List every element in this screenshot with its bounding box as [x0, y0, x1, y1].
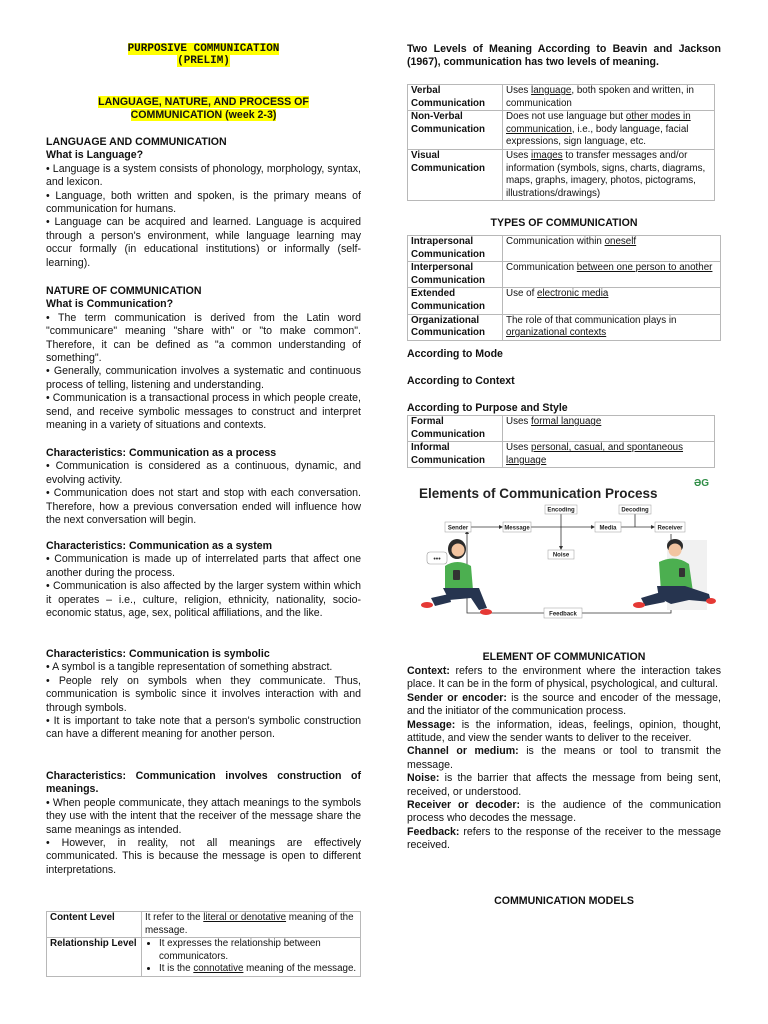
element-term: Context:	[407, 665, 450, 677]
cell-text: Uses	[506, 442, 532, 454]
communication-process-diagram	[409, 474, 721, 626]
style-table	[407, 415, 715, 468]
speech-dots: •••	[433, 556, 441, 563]
interpersonal-label: Interpersonal Communication	[408, 262, 503, 288]
symbolic-heading: Characteristics: Communication is symbolic	[46, 648, 270, 660]
element-item	[407, 719, 721, 746]
table-row	[408, 442, 715, 468]
face	[452, 544, 465, 557]
cell-text: It is the	[159, 963, 194, 975]
element-desc: is the barrier that affects the message from being sent, received, or understood.	[407, 772, 721, 798]
element-heading: ELEMENT OF COMMUNICATION	[482, 651, 646, 663]
meanings-section	[46, 770, 361, 877]
cell-text: Communication within	[506, 236, 605, 247]
extended-label: Extended Communication	[408, 288, 503, 314]
table-row	[408, 262, 721, 288]
element-desc: refers to the response of the receiver to the message received.	[407, 825, 721, 852]
symbolic-bullet: • A symbol is a tangible representation of something abstract.	[46, 661, 333, 674]
table-row	[408, 288, 721, 314]
cell-text: Uses	[506, 416, 532, 427]
relationship-level-label: Relationship Level	[47, 938, 142, 977]
intrapersonal-desc	[503, 236, 721, 262]
encoding-label: Encoding	[547, 507, 575, 514]
table-row	[47, 938, 361, 977]
noise-label: Noise	[552, 552, 570, 559]
nonverbal-label: Non-Verbal Communication	[408, 111, 503, 150]
nature-bullet: • The term communication is derived from the Latin word "communicare" meaning "share with" or "to make common". Therefore, it can be defined as "a common understanding of something".	[46, 311, 361, 365]
receiver-label: Receiver	[657, 525, 683, 532]
arrow-head	[591, 525, 595, 529]
sender-person-illustration	[421, 539, 492, 615]
diagram-title: Elements of Communication Process	[419, 486, 658, 501]
cell-text: Communication	[506, 262, 577, 274]
cell-underlined: between one person to another	[576, 262, 713, 274]
cell-text: The role of that communication plays in	[506, 314, 677, 326]
cell-text: Uses	[506, 85, 532, 96]
table-row	[408, 85, 715, 111]
element-term: Receiver or decoder:	[407, 799, 521, 812]
meanings-heading: Characteristics: Communication involves construction of meanings.	[46, 770, 361, 796]
section-title-line1: LANGUAGE, NATURE, AND PROCESS OF	[98, 96, 309, 108]
table-row	[408, 236, 721, 262]
list-item: • It expresses the relationship between communicators.	[159, 938, 357, 963]
arrow-head	[651, 525, 655, 529]
leg	[641, 592, 665, 606]
types-table	[407, 235, 721, 341]
cell-underlined: literal or denotative	[203, 912, 287, 923]
content-level-label: Content Level	[47, 912, 142, 938]
element-item	[407, 826, 721, 853]
media-label: Media	[599, 525, 617, 532]
relationship-level-desc	[142, 938, 361, 977]
element-item	[407, 772, 721, 799]
doc-title-line2: (PRELIM)	[177, 55, 230, 67]
according-mode: According to Mode	[407, 348, 503, 360]
nonverbal-desc	[503, 111, 715, 150]
formal-label: Formal Communication	[408, 416, 503, 442]
language-bullet: • Language can be acquired and learned. Language is acquired through a person's environment, while language learning may occur formally (in educational institutions) or informally (self-learning).	[46, 216, 361, 269]
nature-bullet: • Communication is a transactional process in which people create, send, and receive symbolic messages to construct and interpret meaning in a variety of situations and contexts.	[46, 392, 361, 432]
cell-underlined: language	[531, 85, 572, 96]
process-bullet: • Communication is considered as a continuous, dynamic, and evolving activity.	[46, 460, 361, 486]
symbolic-section	[46, 648, 361, 742]
gfg-logo: ƏG	[693, 478, 709, 489]
nature-section	[46, 285, 361, 432]
system-bullet: • Communication is also affected by the larger system within which it operates – i.e., culture, religion, ethnicity, nationality, socio-economic status, age, sex, political affiliations, and the like.	[46, 580, 361, 620]
nature-heading: NATURE OF COMMUNICATION	[46, 285, 202, 297]
element-item	[407, 692, 721, 719]
types-heading: TYPES OF COMMUNICATION	[490, 217, 638, 229]
element-desc: refers to the environment where the interaction takes place. It can be in the form of physical, psychological, and cultural.	[407, 665, 721, 691]
relationship-list	[145, 938, 357, 976]
cell-text: Uses	[506, 149, 532, 161]
sender-label: Sender	[447, 525, 469, 532]
meanings-bullet: • However, in reality, not all meanings are effectively communicated. This is because the message is open to different interpretations.	[46, 837, 361, 876]
system-heading: Characteristics: Communication as a system	[46, 540, 273, 552]
element-desc: is the source and encoder of the message, and the initiator of the communication process.	[407, 691, 721, 718]
receiver-person-illustration	[633, 539, 716, 610]
element-term: Sender or encoder:	[407, 691, 507, 704]
doc-title	[46, 43, 361, 67]
message-label: Message	[504, 525, 530, 532]
element-term: Channel or medium:	[407, 745, 519, 758]
doc-title-line1: PURPOSIVE COMMUNICATION	[127, 43, 280, 55]
cell-underlined: electronic media	[537, 288, 609, 300]
cell-underlined: other modes in communication	[506, 111, 691, 135]
arrow-head	[499, 525, 503, 529]
formal-desc	[503, 416, 715, 442]
language-question: What is Language?	[46, 149, 144, 162]
symbolic-bullet: • It is important to take note that a person's symbolic construction can have a different meaning for another person.	[46, 715, 361, 741]
process-section	[46, 447, 361, 527]
element-term: Message:	[407, 718, 456, 731]
language-heading: LANGUAGE AND COMMUNICATION	[46, 136, 227, 148]
process-bullet: • Communication does not start and stop with each conversation. Therefore, how a previous conversation ended will influence how the next conversation will begin.	[46, 487, 361, 527]
cell-text: , i.e., body language, facial expressions, sign language, etc.	[506, 123, 689, 148]
according-purpose: According to Purpose and Style	[407, 402, 568, 414]
content-level-desc	[142, 912, 361, 938]
table-row	[47, 912, 361, 938]
element-desc: is the information, ideas, feelings, opinion, thought, attitude, and view the sender wants to deliver to the receiver.	[407, 718, 721, 745]
table-row	[408, 149, 715, 200]
nature-question: What is Communication?	[46, 298, 174, 311]
language-section	[46, 136, 361, 270]
shoe	[480, 609, 492, 615]
cell-underlined: oneself	[604, 236, 637, 247]
meanings-bullet: • When people communicate, they attach meanings to the symbols they use with the intent that the receiver of the message share the same meanings as intended.	[46, 796, 361, 836]
leg	[431, 594, 451, 606]
cell-text: meaning of the message.	[145, 912, 354, 936]
cell-underlined: connotative	[193, 963, 244, 975]
element-item	[407, 799, 721, 826]
system-bullet: • Communication is made up of interrelated parts that affect one another during the process.	[46, 553, 361, 579]
organizational-label: Organizational Communication	[408, 314, 503, 340]
flow-arrows	[467, 514, 671, 613]
cell-text: It refer to the	[145, 912, 204, 923]
extended-desc	[503, 288, 721, 314]
language-bullet: • Language is a system consists of phonology, morphology, syntax, and lexicon.	[46, 162, 361, 189]
visual-desc	[503, 149, 715, 200]
intrapersonal-label: Intrapersonal Communication	[408, 236, 503, 262]
element-item	[407, 745, 721, 772]
list-item	[159, 963, 357, 976]
arrow-heads	[465, 525, 655, 550]
section-title	[46, 96, 361, 123]
cell-text: to transfer messages and/or information (symbols, signs, charts, diagrams, maps, graphs, imagery, photos, pictograms, illustrations/drawings)	[506, 149, 706, 199]
decoding-label: Decoding	[621, 507, 649, 514]
cell-text: , both spoken and written, in communication	[506, 85, 694, 109]
organizational-desc	[503, 314, 721, 340]
two-levels-paragraph: Two Levels of Meaning According to Beavin and Jackson (1967), communication has two levels of meaning.	[407, 43, 721, 69]
face	[669, 544, 682, 557]
cell-text: Does not use language but	[506, 111, 626, 123]
symbolic-bullet: • People rely on symbols when they communicate. Thus, communication is symbolic since it involves interaction with and through symbols.	[46, 674, 361, 714]
cell-underlined: personal, casual, and spontaneous language	[506, 442, 684, 466]
verbal-label: Verbal Communication	[408, 85, 503, 111]
informal-label: Informal Communication	[408, 442, 503, 468]
arrow-head	[559, 546, 563, 550]
element-item	[407, 665, 721, 692]
cell-underlined: images	[531, 149, 563, 161]
table-row	[408, 111, 715, 150]
cell-text: Use of	[506, 288, 538, 300]
nature-bullet: • Generally, communication involves a systematic and continuous process of telling, listening and understanding.	[46, 365, 361, 391]
table-row	[408, 314, 721, 340]
visual-label: Visual Communication	[408, 149, 503, 200]
table-row	[408, 416, 715, 442]
phone	[679, 568, 685, 577]
element-desc: is the audience of the communication process who decodes the message.	[407, 799, 721, 825]
element-desc: is the means or tool to transmit the message.	[407, 745, 721, 771]
models-heading: COMMUNICATION MODELS	[494, 895, 634, 907]
system-section	[46, 540, 361, 620]
shoe	[706, 598, 716, 604]
according-context: According to Context	[407, 375, 515, 387]
elements-list	[407, 665, 721, 853]
informal-desc	[503, 442, 715, 468]
feedback-label: Feedback	[549, 611, 577, 618]
shoe	[633, 602, 645, 608]
element-term: Noise:	[407, 772, 440, 785]
modes-table	[407, 84, 715, 201]
interpersonal-desc	[503, 262, 721, 288]
shoe	[421, 602, 433, 608]
language-bullet: • Language, both written and spoken, is the primary means of communication for humans.	[46, 189, 361, 216]
section-title-line2: COMMUNICATION (week 2-3)	[130, 109, 277, 122]
cell-underlined: formal language	[531, 416, 602, 427]
cell-underlined: organizational contexts	[506, 327, 607, 339]
verbal-desc	[503, 85, 715, 111]
phone	[453, 570, 460, 580]
meaning-level-table	[46, 911, 361, 977]
process-heading: Characteristics: Communication as a process	[46, 447, 277, 459]
element-term: Feedback:	[407, 825, 460, 838]
cell-text: meaning of the message.	[243, 963, 357, 975]
